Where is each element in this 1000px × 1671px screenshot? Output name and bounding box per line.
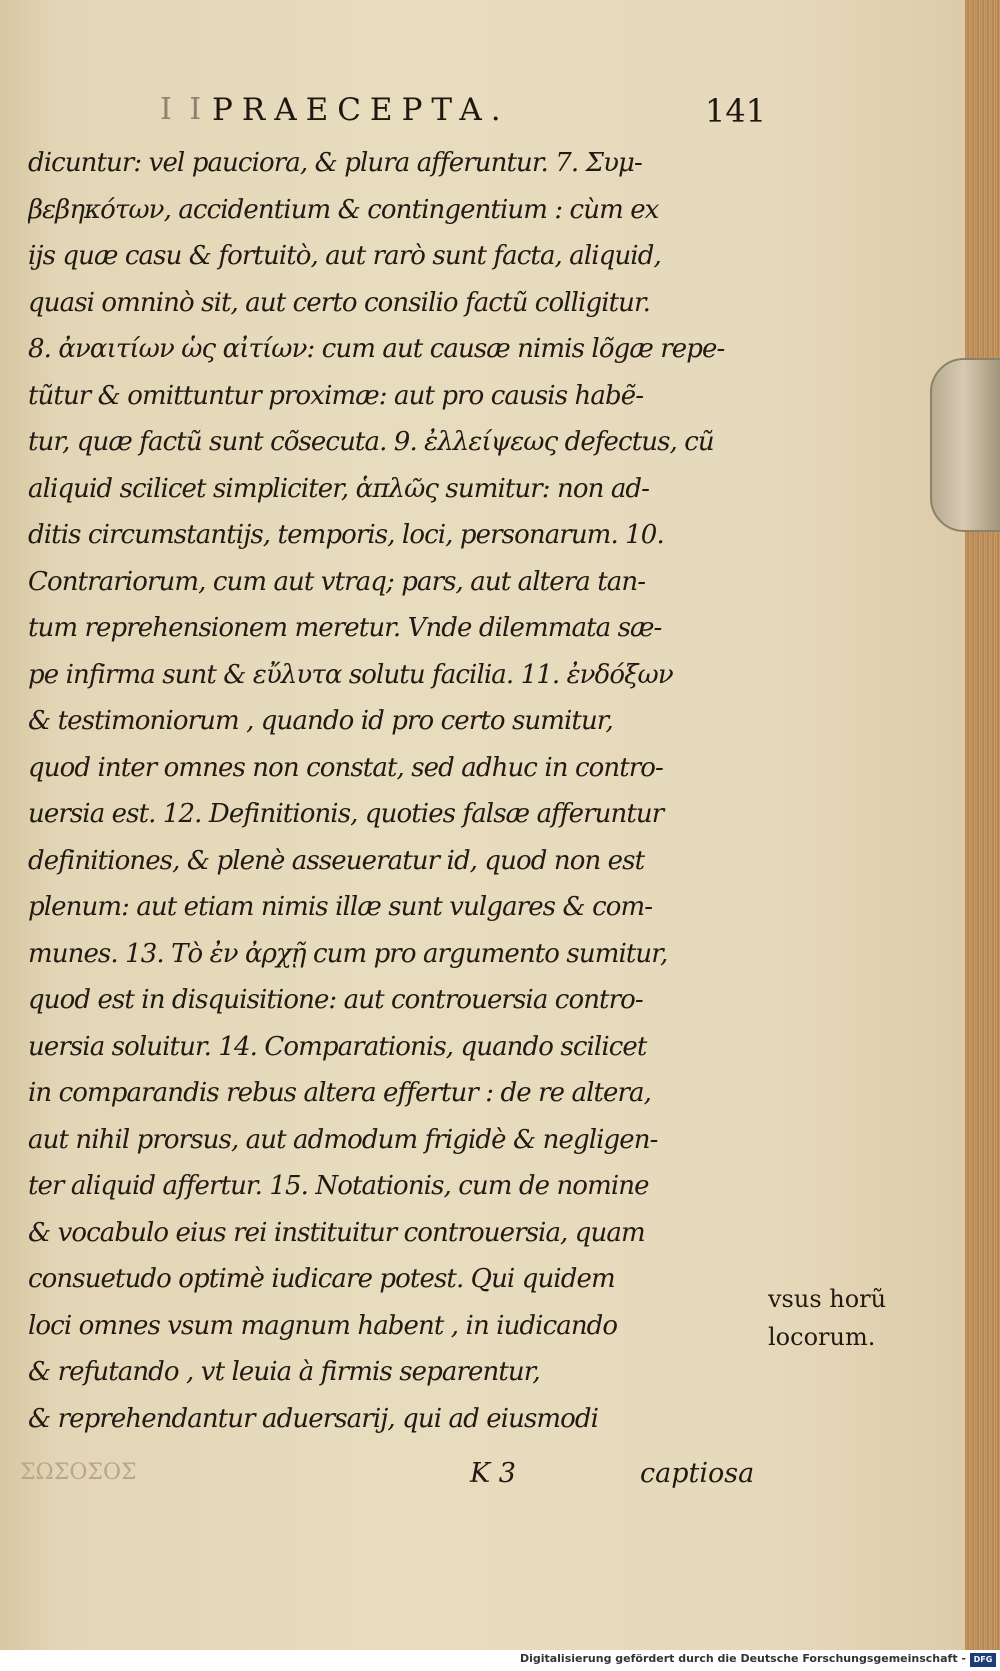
- text-line: aliquid scilicet simpliciter, ἁπλῶς sumitur: non ad-: [28, 473, 650, 504]
- text-line: quod inter omnes non constat, sed adhuc in contro-: [28, 752, 663, 783]
- text-line: ter aliquid affertur. 15. Notationis, cum de nomine: [28, 1171, 649, 1201]
- margin-note-line: vsus horũ: [768, 1285, 887, 1313]
- margin-note: [768, 1280, 958, 1356]
- text-line: βεβηκότων, accidentium & contingentium : cùm ex: [28, 194, 659, 225]
- text-line: aut nihil prorsus, aut admodum frigidè & negligen-: [28, 1124, 658, 1155]
- text-line: & vocabulo eius rei instituitur controuersia, quam: [28, 1217, 645, 1248]
- text-line: & refutando , vt leuia à firmis separentur,: [28, 1357, 540, 1387]
- text-line: tur, quæ factũ sunt cõsecuta. 9. ἐλλείψεως defectus, cũ: [28, 427, 714, 457]
- running-head-faint: I I: [160, 92, 206, 127]
- catchword: captiosa: [640, 1458, 755, 1489]
- text-line: tũtur & omittuntur proximæ: aut pro causis habẽ-: [28, 380, 644, 411]
- text-line: ditis circumstantijs, temporis, loci, personarum. 10.: [28, 520, 664, 550]
- running-head-title: PRAECEPTA.: [212, 92, 510, 128]
- text-line: & testimoniorum , quando id pro certo sumitur,: [28, 706, 613, 736]
- running-head: [160, 92, 767, 140]
- dfg-logo: DFG: [970, 1653, 996, 1667]
- book-clasp: [930, 358, 1000, 532]
- text-line: plenum: aut etiam nimis illæ sunt vulgares & com-: [28, 892, 653, 922]
- text-line: Contrariorum, cum aut vtraq; pars, aut altera tan-: [28, 566, 646, 597]
- margin-note-line: locorum.: [768, 1323, 876, 1351]
- text-line: uersia soluitur. 14. Comparationis, quando scilicet: [28, 1031, 647, 1062]
- text-line: in comparandis rebus altera effertur : de re altera,: [28, 1078, 652, 1108]
- text-line: consuetudo optimè iudicare potest. Qui quidem: [28, 1264, 615, 1294]
- text-line: quasi omninò sit, aut certo consilio factũ colligitur.: [28, 287, 651, 318]
- text-line: ijs quæ casu & fortuitò, aut rarò sunt facta, aliquid,: [28, 241, 661, 271]
- text-line: 8. ἀναιτίων ὡς αἰτίων: cum aut causæ nimis lõgæ repe-: [28, 334, 725, 364]
- text-line: tum reprehensionem meretur. Vnde dilemmata sæ-: [28, 613, 662, 643]
- text-line: pe infirma sunt & εὔλυτα solutu facilia. 11. ἐνδόξων: [28, 659, 673, 690]
- credit-bar: [0, 1650, 1000, 1671]
- signature-mark: K 3: [470, 1458, 516, 1489]
- bleed-through-text: ΣΩΣΟΣΟΣ: [20, 1460, 137, 1485]
- text-line: uersia est. 12. Definitionis, quoties falsæ afferuntur: [28, 799, 664, 829]
- text-line: quod est in disquisitione: aut controuersia contro-: [28, 985, 643, 1015]
- text-line: munes. 13. Τὸ ἐν ἀρχῇ cum pro argumento sumitur,: [28, 938, 668, 969]
- body-text: [28, 140, 758, 1442]
- text-line: dicuntur: vel pauciora, & plura afferuntur. 7. Συμ-: [28, 148, 642, 178]
- text-line: definitiones, & plenè asseueratur id, quod non est: [28, 845, 645, 876]
- text-line: & reprehendantur aduersarij, qui ad eiusmodi: [28, 1403, 599, 1434]
- text-line: loci omnes vsum magnum habent , in iudicando: [28, 1310, 618, 1341]
- page-number: 141: [705, 92, 767, 130]
- credit-text: Digitalisierung gefördert durch die Deutsche Forschungsgemeinschaft -: [519, 1652, 966, 1665]
- page-edges: [965, 0, 1000, 1650]
